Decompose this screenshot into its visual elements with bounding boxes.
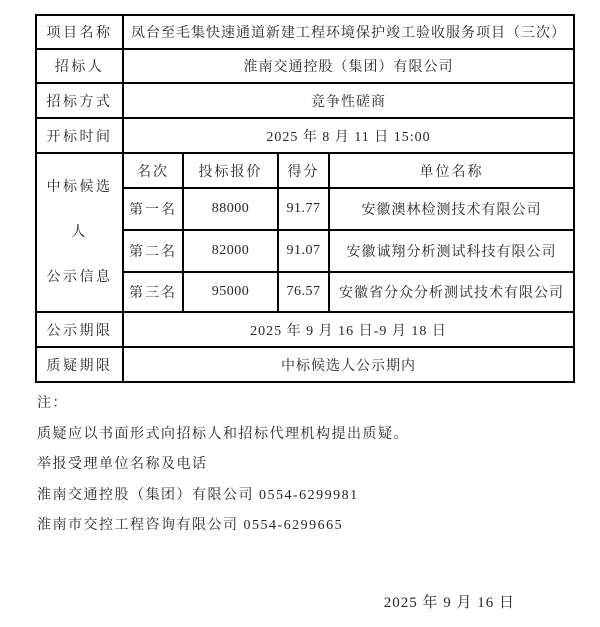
candidates-header-row: [36, 153, 574, 188]
candidate-3-company: 安徽省分众分析测试技术有限公司: [329, 272, 574, 312]
candidates-label-line1: 中标候选人: [46, 180, 113, 240]
candidate-2-rank: 第二名: [123, 230, 183, 272]
candidate-1-rank: 第一名: [123, 188, 183, 230]
row-tenderer: [36, 49, 574, 83]
candidate-2-score: 91.07: [278, 230, 329, 272]
document-date: 2025 年 9 月 16 日: [383, 595, 515, 611]
row-publicity-period: [36, 312, 574, 347]
header-bid-price: 投标报价: [183, 153, 278, 188]
header-company-name: 单位名称: [329, 153, 574, 188]
project-name-label: 项目名称: [36, 15, 123, 49]
candidate-2-price: 82000: [183, 230, 278, 272]
tenderer-value: 淮南交通控股（集团）有限公司: [123, 49, 574, 83]
header-score: 得分: [278, 153, 329, 188]
candidate-3-price: 95000: [183, 272, 278, 312]
bid-method-value: 竞争性磋商: [123, 83, 574, 118]
publicity-period-value: 2025 年 9 月 16 日-9 月 18 日: [123, 312, 574, 347]
candidate-3-rank: 第三名: [123, 272, 183, 312]
note-objection-instruction: 质疑应以书面形式向招标人和招标代理机构提出质疑。: [37, 426, 409, 442]
notes-section: [37, 389, 409, 542]
header-rank: 名次: [123, 153, 183, 188]
candidate-1-score: 91.77: [278, 188, 329, 230]
note-label: 注：: [37, 396, 68, 411]
note-contact-1: 淮南交通控股（集团）有限公司 0554-6299981: [37, 487, 359, 503]
bid-announcement-table: [35, 14, 575, 383]
note-contact-2: 淮南市交控工程咨询有限公司 0554-6299665: [37, 518, 344, 533]
project-name-value: 凤台至毛集快速通道新建工程环境保护竣工验收服务项目（三次）: [123, 15, 574, 49]
row-objection-period: [36, 347, 574, 382]
objection-period-value: 中标候选人公示期内: [123, 347, 574, 382]
publicity-period-label: 公示期限: [36, 312, 123, 347]
note-report-heading: 举报受理单位名称及电话: [37, 457, 208, 472]
objection-period-label: 质疑期限: [36, 347, 123, 382]
candidate-3-score: 76.57: [278, 272, 329, 312]
opening-time-label: 开标时间: [36, 118, 123, 153]
candidates-label-line2: 公示信息: [46, 270, 113, 285]
candidate-2-company: 安徽诚翔分析测试科技有限公司: [329, 230, 574, 272]
tenderer-label: 招标人: [36, 49, 123, 83]
row-opening-time: [36, 118, 574, 153]
candidate-1-price: 88000: [183, 188, 278, 230]
row-bid-method: [36, 83, 574, 118]
bid-method-label: 招标方式: [36, 83, 123, 118]
candidates-section-label: [36, 153, 123, 312]
row-project-name: [36, 15, 574, 49]
opening-time-value: 2025 年 8 月 11 日 15:00: [123, 118, 574, 153]
candidate-1-company: 安徽澳林检测技术有限公司: [329, 188, 574, 230]
